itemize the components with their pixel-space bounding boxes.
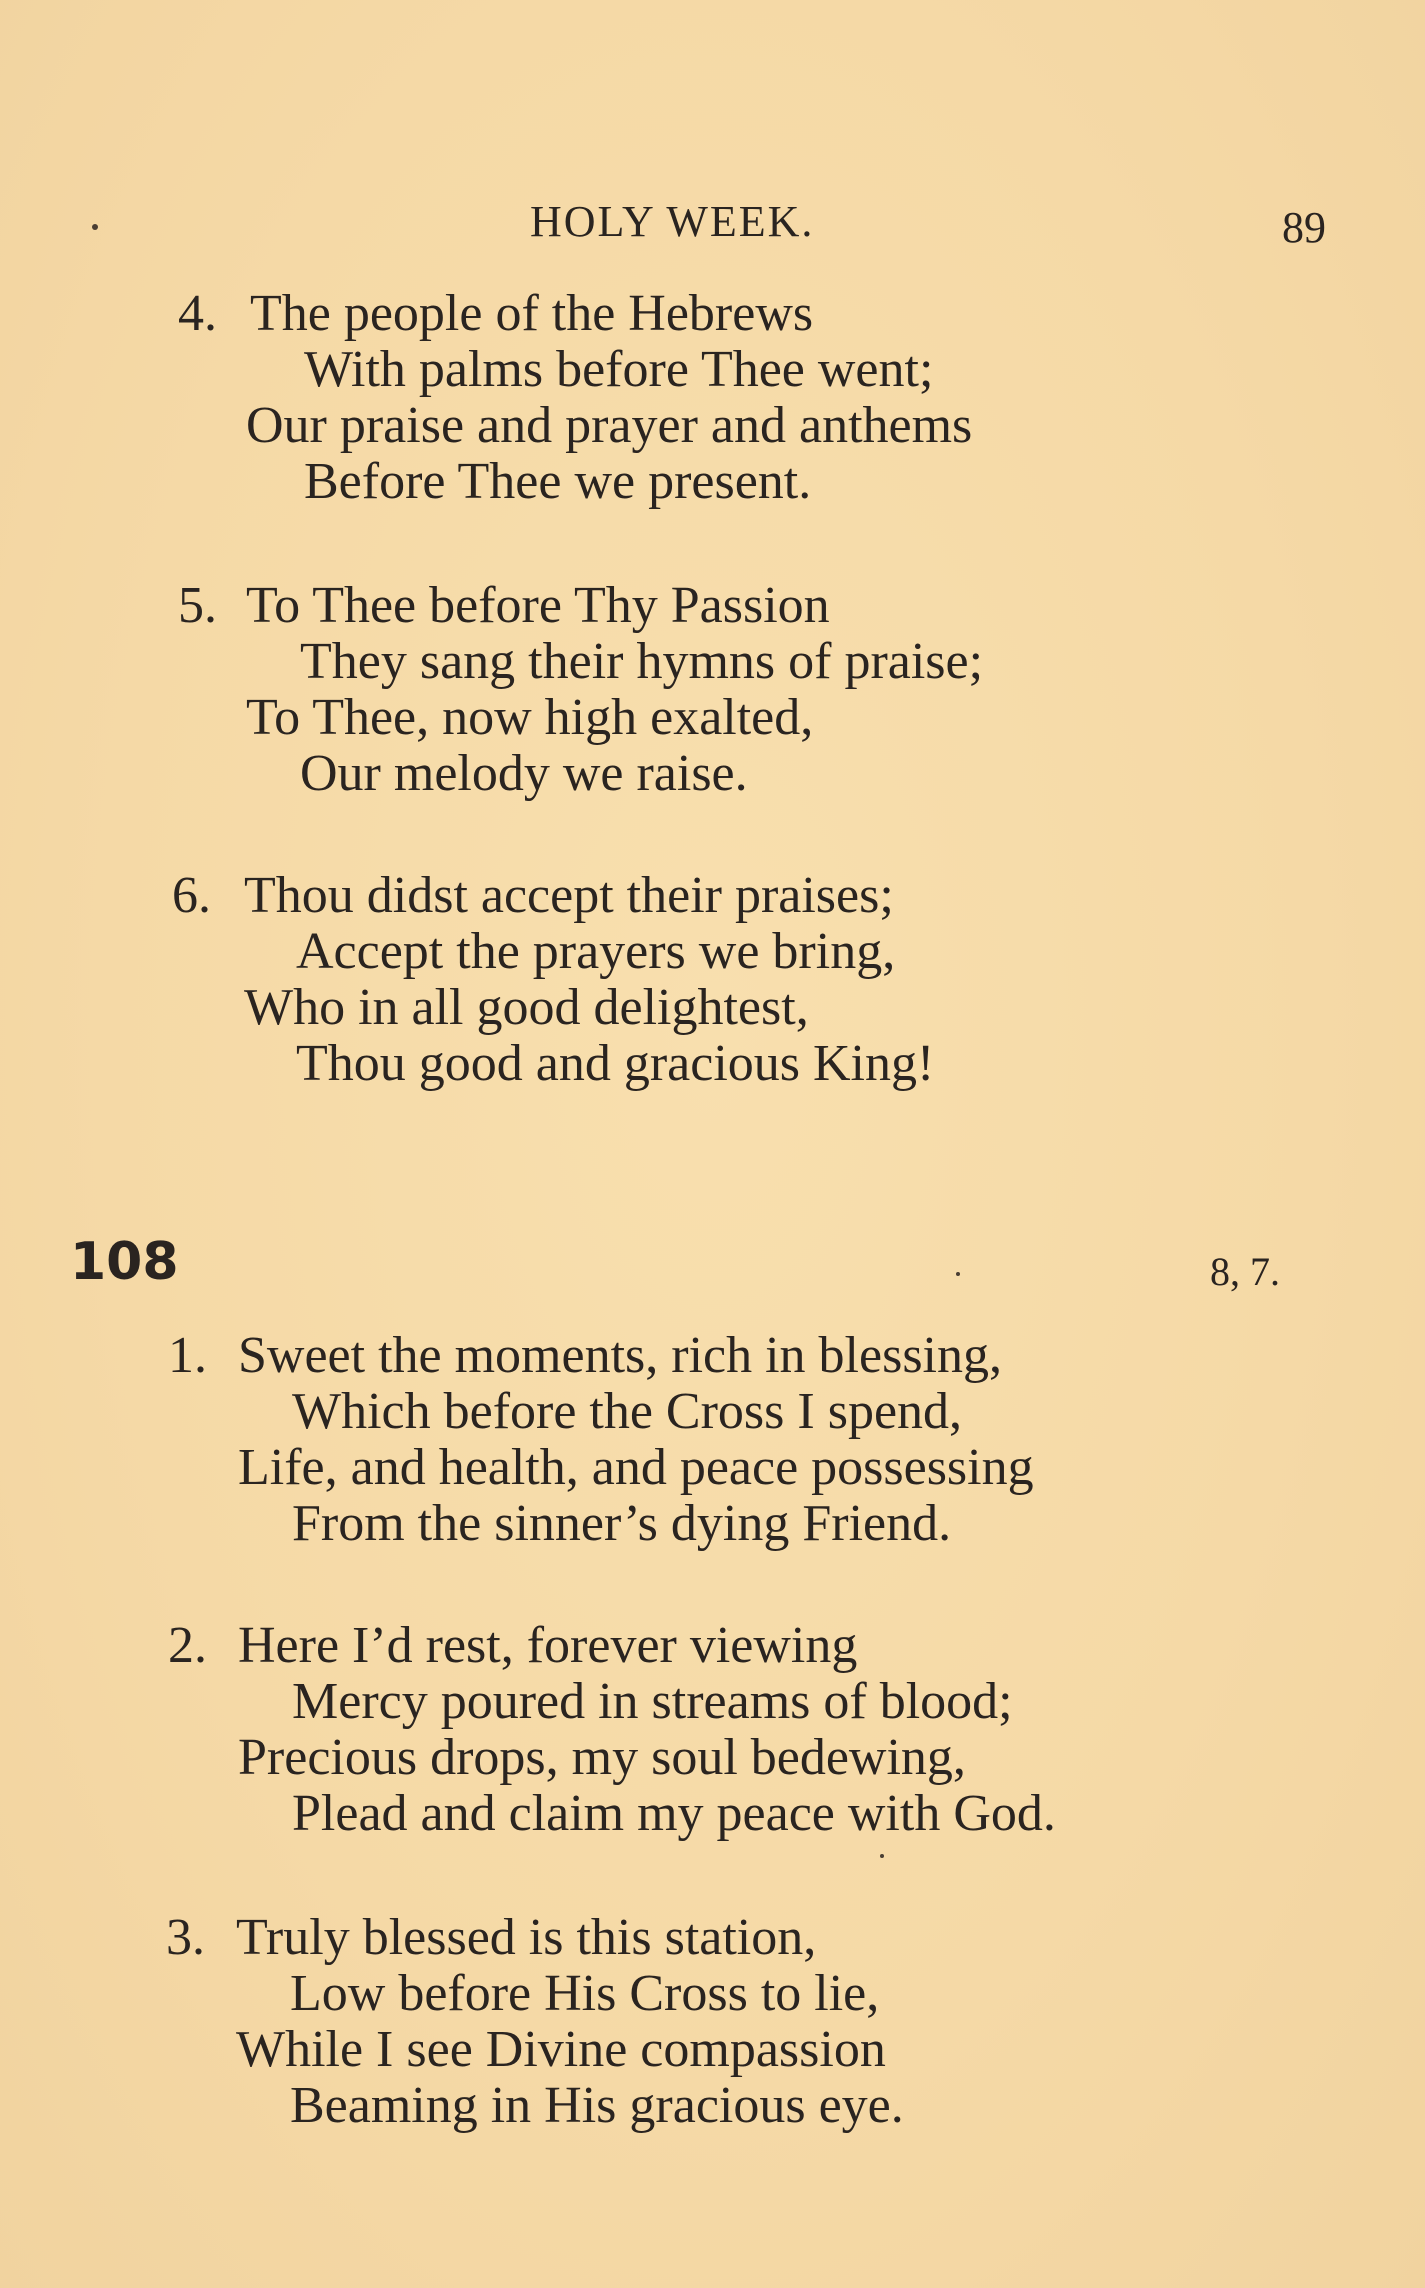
stanza-4 [178, 286, 1278, 516]
stanza-line: Life, and health, and peace possessing [238, 1439, 1034, 1496]
stanza-line: Beaming in His gracious eye. [290, 2077, 904, 2134]
print-speck [92, 224, 98, 230]
stanza-5 [178, 578, 1278, 808]
stanza-line: With palms before Thee went; [304, 341, 934, 398]
print-speck [880, 1854, 884, 1858]
hymn-meter: 8, 7. [1210, 1249, 1280, 1294]
print-speck [956, 1272, 960, 1276]
running-header-title: HOLY WEEK. [530, 197, 815, 246]
stanza-line: Before Thee we present. [304, 453, 812, 510]
stanza-number: 5. [178, 577, 217, 634]
stanza-line: Which before the Cross I spend, [292, 1383, 963, 1440]
stanza-6 [172, 868, 1272, 1098]
hymn-108-stanza-2 [168, 1618, 1348, 1848]
stanza-line: Our melody we raise. [300, 745, 748, 802]
stanza-line: The people of the Hebrews [250, 285, 814, 342]
page-number: 89 [1282, 203, 1326, 252]
stanza-number: 2. [168, 1617, 207, 1674]
stanza-number: 4. [178, 285, 217, 342]
stanza-number: 6. [172, 867, 211, 924]
stanza-line: Truly blessed is this station, [236, 1909, 817, 1966]
stanza-line: Precious drops, my soul bedewing, [238, 1729, 966, 1786]
hymn-108-stanza-3 [166, 1910, 1346, 2140]
stanza-line: While I see Divine compassion [236, 2021, 886, 2078]
stanza-line: To Thee before Thy Passion [246, 577, 830, 634]
hymn-108-stanza-1 [168, 1328, 1348, 1558]
stanza-line: Thou didst accept their praises; [244, 867, 894, 924]
stanza-line: Plead and claim my peace with God. [292, 1785, 1056, 1842]
stanza-line: Accept the prayers we bring, [296, 923, 896, 980]
stanza-line: Thou good and gracious King! [296, 1035, 935, 1092]
stanza-line: To Thee, now high exalted, [246, 689, 814, 746]
stanza-line: Who in all good delightest, [244, 979, 809, 1036]
stanza-line: Mercy poured in streams of blood; [292, 1673, 1013, 1730]
stanza-line: Our praise and prayer and anthems [246, 397, 973, 454]
stanza-number: 1. [168, 1327, 207, 1384]
stanza-line: Here I’d rest, forever viewing [238, 1617, 858, 1674]
stanza-line: Sweet the moments, rich in blessing, [238, 1327, 1003, 1384]
stanza-line: Low before His Cross to lie, [290, 1965, 880, 2022]
stanza-line: From the sinner’s dying Friend. [292, 1495, 952, 1552]
hymn-number: 108 [70, 1232, 179, 1292]
stanza-line: They sang their hymns of praise; [300, 633, 984, 690]
stanza-number: 3. [166, 1909, 205, 1966]
